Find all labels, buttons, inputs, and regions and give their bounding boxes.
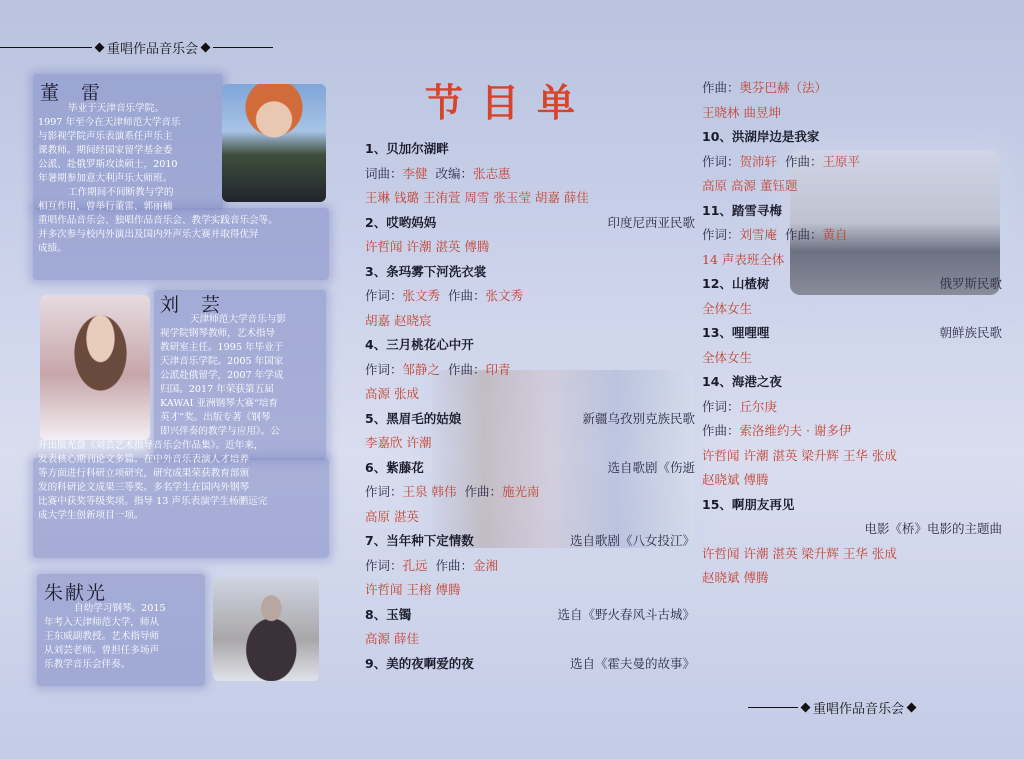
bio-text-donglei: 毕业于天津音乐学院。 1997 年至今在天津师范大学音乐 与影视学院声乐表演系任声乐主 课教师。期间经国家留学基金委 公派、赴俄罗斯攻读硕士，2010 年暑期参加意大利声乐大师班。 工作期间不间断教与学的 相互作用，曾举行董雷、郭丽楠 重唱作品音乐会、独唱作品音乐会、教学实践音乐会等。 并多次参与校内外演出及国内外声乐大赛并取得优异 成绩。 [38, 103, 278, 254]
bio-text-liuyun-lower: 开出版光盘《刘芸艺术指导音乐会作品集》。近年来， 发表核心期刊论文多篇。在中外音乐表演人才培养 等方面进行科研立项研究，研究成果荣获教育部颁 发的科研论文成果三等奖。多名学生在国内外钢琴 比赛中获奖等级奖项。指导 13 声乐表演学生杨鹏远完 成大学生创新项目一项。 [38, 440, 268, 521]
credit-label: 作曲： [702, 80, 740, 95]
piece-note: 朝鲜族民歌 [939, 325, 1002, 340]
program-row [702, 76, 1002, 101]
program-row [365, 603, 695, 628]
credit-value: 刘雪庵 [739, 227, 778, 242]
credit-label: 作词： [702, 398, 740, 414]
program-row [702, 321, 1002, 346]
program-row [702, 542, 1002, 567]
piece-title: 10、洪湖岸边是我家 [702, 129, 820, 144]
diamond-icon [801, 703, 811, 713]
piece-note: 电影《桥》电影的主题曲 [864, 521, 1002, 536]
performers: 高原 高源 董钰题 [702, 178, 798, 193]
credit-value: 张志惠 [473, 165, 511, 181]
bio-text-zhuxianguang: 自幼学习钢琴。2015 年考入天津师范大学，师从 王东威副教授。艺术指导师 从刘芸老师。曾担任多场声 乐教学音乐会伴奏。 [44, 603, 166, 670]
piece-title: 15、啊朋友再见 [702, 496, 795, 512]
piece-note: 俄罗斯民歌 [939, 276, 1002, 291]
header-title: 重唱作品音乐会 [107, 42, 199, 57]
program-row [702, 174, 1002, 199]
header-line [0, 47, 92, 48]
program-row [365, 211, 695, 236]
performers: 全体女生 [702, 300, 753, 316]
program-column-2 [702, 76, 1002, 591]
performers: 赵晓斌 傅腾 [702, 472, 769, 487]
header-line [213, 47, 273, 48]
performers: 高源 张成 [365, 386, 419, 401]
credit-value: 孔远 [402, 557, 428, 573]
header-bottom [748, 698, 919, 717]
credit-label: 作词： [702, 153, 740, 169]
program-row [702, 468, 1002, 493]
program-row [702, 125, 1002, 150]
program-row [365, 652, 695, 677]
credit-value: 丘尔庚 [739, 398, 778, 414]
program-row [365, 382, 695, 407]
performers: 胡嘉 赵晓宸 [365, 312, 432, 328]
program-row [702, 444, 1002, 469]
performers: 高原 湛英 [365, 508, 419, 524]
piece-title: 8、玉镯 [365, 606, 412, 622]
diamond-icon [95, 43, 105, 53]
program-row [702, 517, 1002, 542]
credit-label: 作曲： [784, 153, 823, 169]
program-row [365, 235, 695, 260]
piece-note: 选自歌剧《伤逝 [607, 459, 695, 475]
diamond-icon [907, 703, 917, 713]
piece-title: 4、三月桃花心中开 [365, 337, 474, 352]
performers: 14 声表班全体 [702, 251, 785, 267]
program-row [702, 150, 1002, 175]
program-row [702, 493, 1002, 518]
bio-name: 朱献光 [44, 582, 108, 604]
credit-value: 王原平 [822, 153, 861, 169]
program-row [365, 554, 695, 579]
credit-value: 索洛维约夫 · 谢多伊 [739, 423, 852, 438]
program-row [365, 627, 695, 652]
performers: 许哲闻 许潮 湛英 梁升辉 王华 张成 [702, 447, 897, 463]
program-row [365, 407, 695, 432]
program-row [702, 297, 1002, 322]
portrait-photo [213, 577, 319, 681]
program-column-1 [365, 137, 695, 676]
credit-value: 邹静之 [402, 361, 441, 377]
bio-name: 董 雷 [40, 82, 109, 104]
header-title: 重唱作品音乐会 [813, 702, 905, 717]
program-row [702, 223, 1002, 248]
performers: 许哲闻 许潮 湛英 傅腾 [365, 239, 490, 254]
credit-value: 施光南 [501, 484, 540, 499]
piece-note: 印度尼西亚民歌 [607, 214, 695, 230]
bio-text-liuyun: 天津师范大学音乐与影 视学院钢琴教师，艺术指导 教研室主任。1995 年毕业于 天津音乐学院。2005 年国家 公派赴俄留学，2007 年学成 归国。2017 年荣获第五届 KAWAI 亚洲钢琴大赛“培育 英才”奖。出版专著《钢琴 即兴伴奏的教学与应用》。公 [160, 314, 286, 437]
program-row [365, 260, 695, 285]
credit-label: 作词： [702, 227, 740, 242]
performers: 赵晓斌 傅腾 [702, 570, 769, 585]
performers: 王晓林 曲昱坤 [702, 104, 781, 120]
credit-label: 作曲： [464, 484, 502, 499]
piece-title: 12、山楂树 [702, 276, 770, 291]
program-row [365, 162, 695, 187]
credit-label: 词曲： [365, 165, 403, 181]
program-row [702, 272, 1002, 297]
piece-title: 2、哎哟妈妈 [365, 214, 437, 230]
piece-title: 13、哩哩哩 [702, 325, 770, 340]
credit-value: 黄自 [822, 227, 848, 242]
piece-note: 选自《野火春风斗古城》 [557, 606, 695, 622]
performers: 高源 薛佳 [365, 631, 419, 646]
program-row [702, 101, 1002, 126]
credit-label: 作曲： [447, 288, 486, 303]
program-row [365, 309, 695, 334]
program-row [365, 431, 695, 456]
piece-title: 6、紫藤花 [365, 459, 424, 475]
program-row [365, 480, 695, 505]
credit-value: 贺沛轩 [739, 153, 778, 169]
program-row [365, 529, 695, 554]
piece-title: 14、海港之夜 [702, 374, 782, 389]
credit-label: 作词： [365, 361, 403, 377]
program-row [365, 284, 695, 309]
credit-value: 奥芬巴赫（法） [739, 80, 828, 95]
performers: 王琳 钱璐 王洧萱 周雪 张玉莹 胡嘉 薛佳 [365, 190, 589, 205]
portrait-photo [40, 295, 150, 440]
credit-label: 作曲： [702, 423, 740, 438]
program-title: 节目单 [425, 80, 594, 125]
performers: 许哲闻 王榕 傅腾 [365, 582, 461, 597]
credit-value: 王泉 韩伟 [402, 484, 457, 499]
credit-label: 作词： [365, 557, 403, 573]
credit-label: 作曲： [447, 361, 486, 377]
credit-label: 作曲： [435, 557, 473, 573]
program-row [702, 370, 1002, 395]
bio-name: 刘 芸 [160, 294, 229, 316]
credit-value: 李健 [402, 165, 428, 181]
performers: 许哲闻 许潮 湛英 梁升辉 王华 张成 [702, 545, 897, 561]
credit-value: 印青 [485, 361, 511, 377]
program-row [365, 456, 695, 481]
program-row [702, 419, 1002, 444]
program-row [702, 395, 1002, 420]
credit-label: 作词： [365, 288, 403, 303]
piece-note: 新疆乌孜别克族民歌 [582, 410, 695, 426]
piece-title: 7、当年种下定情数 [365, 533, 474, 548]
program-row [365, 186, 695, 211]
program-row [702, 248, 1002, 273]
program-row [365, 358, 695, 383]
credit-value: 张文秀 [485, 288, 524, 303]
diamond-icon [201, 43, 211, 53]
program-row [702, 199, 1002, 224]
header-line [748, 707, 798, 708]
program-row [365, 333, 695, 358]
performers: 李嘉欣 许潮 [365, 435, 432, 450]
header-top [0, 38, 273, 57]
credit-value: 金湘 [473, 557, 499, 573]
program-row [702, 346, 1002, 371]
performers: 全体女生 [702, 349, 753, 365]
credit-label: 作曲： [784, 227, 823, 242]
piece-title: 5、黑眉毛的姑娘 [365, 410, 462, 426]
piece-title: 9、美的夜啊爱的夜 [365, 655, 474, 671]
piece-title: 3、条玛雾下河洗衣裳 [365, 263, 487, 279]
portrait-photo [222, 84, 326, 202]
piece-title: 1、贝加尔湖畔 [365, 141, 449, 156]
credit-value: 张文秀 [402, 288, 441, 303]
program-row [365, 505, 695, 530]
program-row [365, 578, 695, 603]
piece-note: 选自歌剧《八女投江》 [569, 533, 695, 548]
program-row [702, 566, 1002, 591]
piece-title: 11、踏雪寻梅 [702, 202, 782, 218]
credit-label: 作词： [365, 484, 403, 499]
credit-label: 改编： [435, 165, 473, 181]
piece-note: 选自《霍夫曼的故事》 [569, 655, 695, 671]
program-row [365, 137, 695, 162]
